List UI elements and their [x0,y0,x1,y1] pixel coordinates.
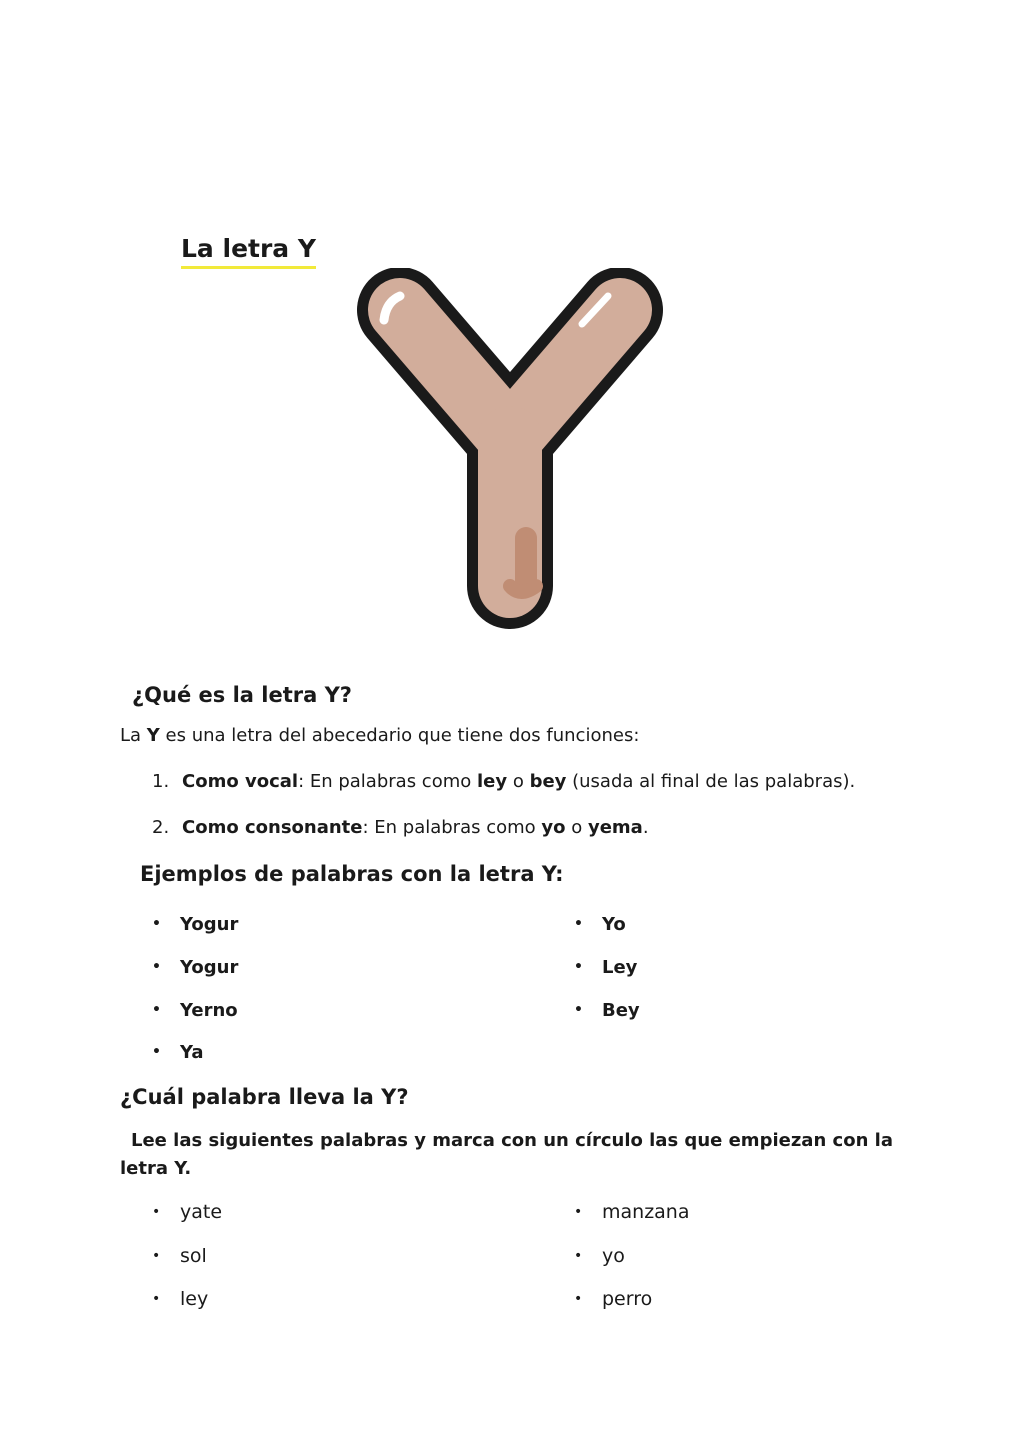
list-item: • Ley [574,957,638,978]
list-item: • ley [152,1288,209,1310]
section-heading-examples: Ejemplos de palabras con la letra Y: [140,862,564,886]
intro-paragraph: La Y es una letra del abecedario que tiene dos funciones: [120,725,640,746]
function-item-1: 1. Como vocal: En palabras como ley o bey (usada al final de las palabras). [152,771,856,792]
function-item-2: 2. Como consonante: En palabras como yo o yema. [152,817,649,838]
list-item: • Yo [574,914,626,935]
list-item: • Yerno [152,1000,238,1021]
list-item: • sol [152,1245,207,1267]
list-item: • yo [574,1245,625,1267]
instruction-line-1: Lee las siguientes palabras y marca con un círculo las que empiezan con la [131,1130,893,1151]
list-item: • perro [574,1288,653,1310]
page-title: La letra Y [181,232,316,269]
list-item: • Bey [574,1000,640,1021]
list-item: • Ya [152,1042,204,1063]
section-heading-what-is: ¿Qué es la letra Y? [132,683,352,707]
instruction-line-2: letra Y. [120,1158,192,1179]
list-item: • Yogur [152,914,239,935]
list-item: • manzana [574,1201,690,1223]
section-heading-which-word: ¿Cuál palabra lleva la Y? [120,1085,409,1109]
list-item: • yate [152,1201,223,1223]
list-item: • Yogur [152,957,239,978]
letter-y-illustration [350,268,670,630]
